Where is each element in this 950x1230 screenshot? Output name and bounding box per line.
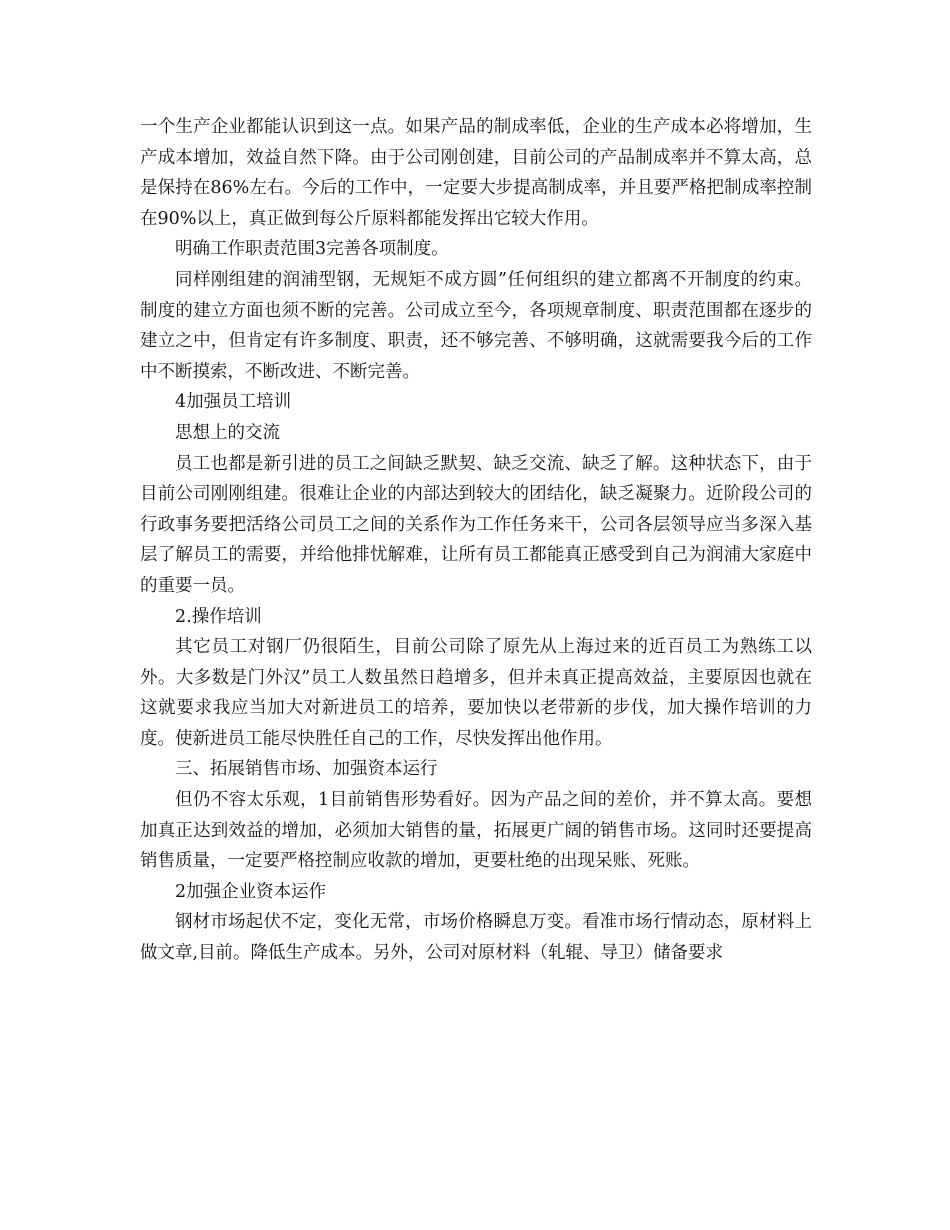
- paragraph-6: 员工也都是新引进的员工之间缺乏默契、缺乏交流、缺乏了解。这种状态下，由于目前公司刚刚组建。很难让企业的内部达到较大的团结化，缺乏凝聚力。近阶段公司的行政事务要把活络公司员工之间的关系作为工作任务来干，公司各层领导应当多深入基层了解员工的需要，并给他排忧解难，让所有员工都能真正感受到自己为润浦大家庭中的重要一员。: [140, 453, 812, 596]
- paragraph-12: 钢材市场起伏不定，变化无常，市场价格瞬息万变。看准市场行情动态，原材料上做文章,目前。降低生产成本。另外，公司对原材料（轧辊、导卫）储备要求: [140, 912, 812, 964]
- subheading-operation-training: 2.操作培训: [175, 606, 262, 627]
- paragraph-8: 其它员工对钢厂仍很陌生，目前公司除了原先从上海过来的近百员工为熟练工以外。大多数是门外汉”员工人数虽然日趋增多，但并未真正提高效益，主要原因也就在这就要求我应当加大对新进员工的培养，要加快以老带新的步伐，加大操作培训的力度。使新进员工能尽快胜任自己的工作，尽快发挥出他作用。: [140, 637, 812, 749]
- paragraph-1: 一个生产企业都能认识到这一点。如果产品的制成率低，企业的生产成本必将增加，生产成本增加，效益自然下降。由于公司刚创建，目前公司的产品制成率并不算太高，总是保持在86%左右。今后的工作中，一定要大步提高制成率，并且要严格把制成率控制在90%以上，真正做到每公斤原料都能发挥出它较大作用。: [140, 117, 812, 229]
- section-heading-staff-training: 4加强员工培训: [175, 392, 292, 413]
- paragraph-3: 同样刚组建的润浦型钢，无规矩不成方圆”任何组织的建立都离不开制度的约束。制度的建立方面也须不断的完善。公司成立至今，各项规章制度、职责范围都在逐步的建立之中，但肯定有许多制度、职责，还不够完善、不够明确，这就需要我今后的工作中不断摸索，不断改进、不断完善。: [140, 269, 812, 382]
- subheading-capital-operation: 2加强企业资本运作: [175, 881, 327, 902]
- paragraph-2: 明确工作职责范围3完善各项制度。: [175, 239, 449, 260]
- section-heading-sales-market: 三、拓展销售市场、加强资本运行: [175, 759, 438, 780]
- document-page: [140, 112, 812, 969]
- subheading-ideological-exchange: 思想上的交流: [175, 422, 280, 443]
- paragraph-10: 但仍不容太乐观，1目前销售形势看好。因为产品之间的差价，并不算太高。要想加真正达到效益的增加，必须加大销售的量，拓展更广阔的销售市场。这同时还要提高销售质量，一定要严格控制应收款的增加，更要杜绝的出现呆账、死账。: [140, 790, 812, 872]
